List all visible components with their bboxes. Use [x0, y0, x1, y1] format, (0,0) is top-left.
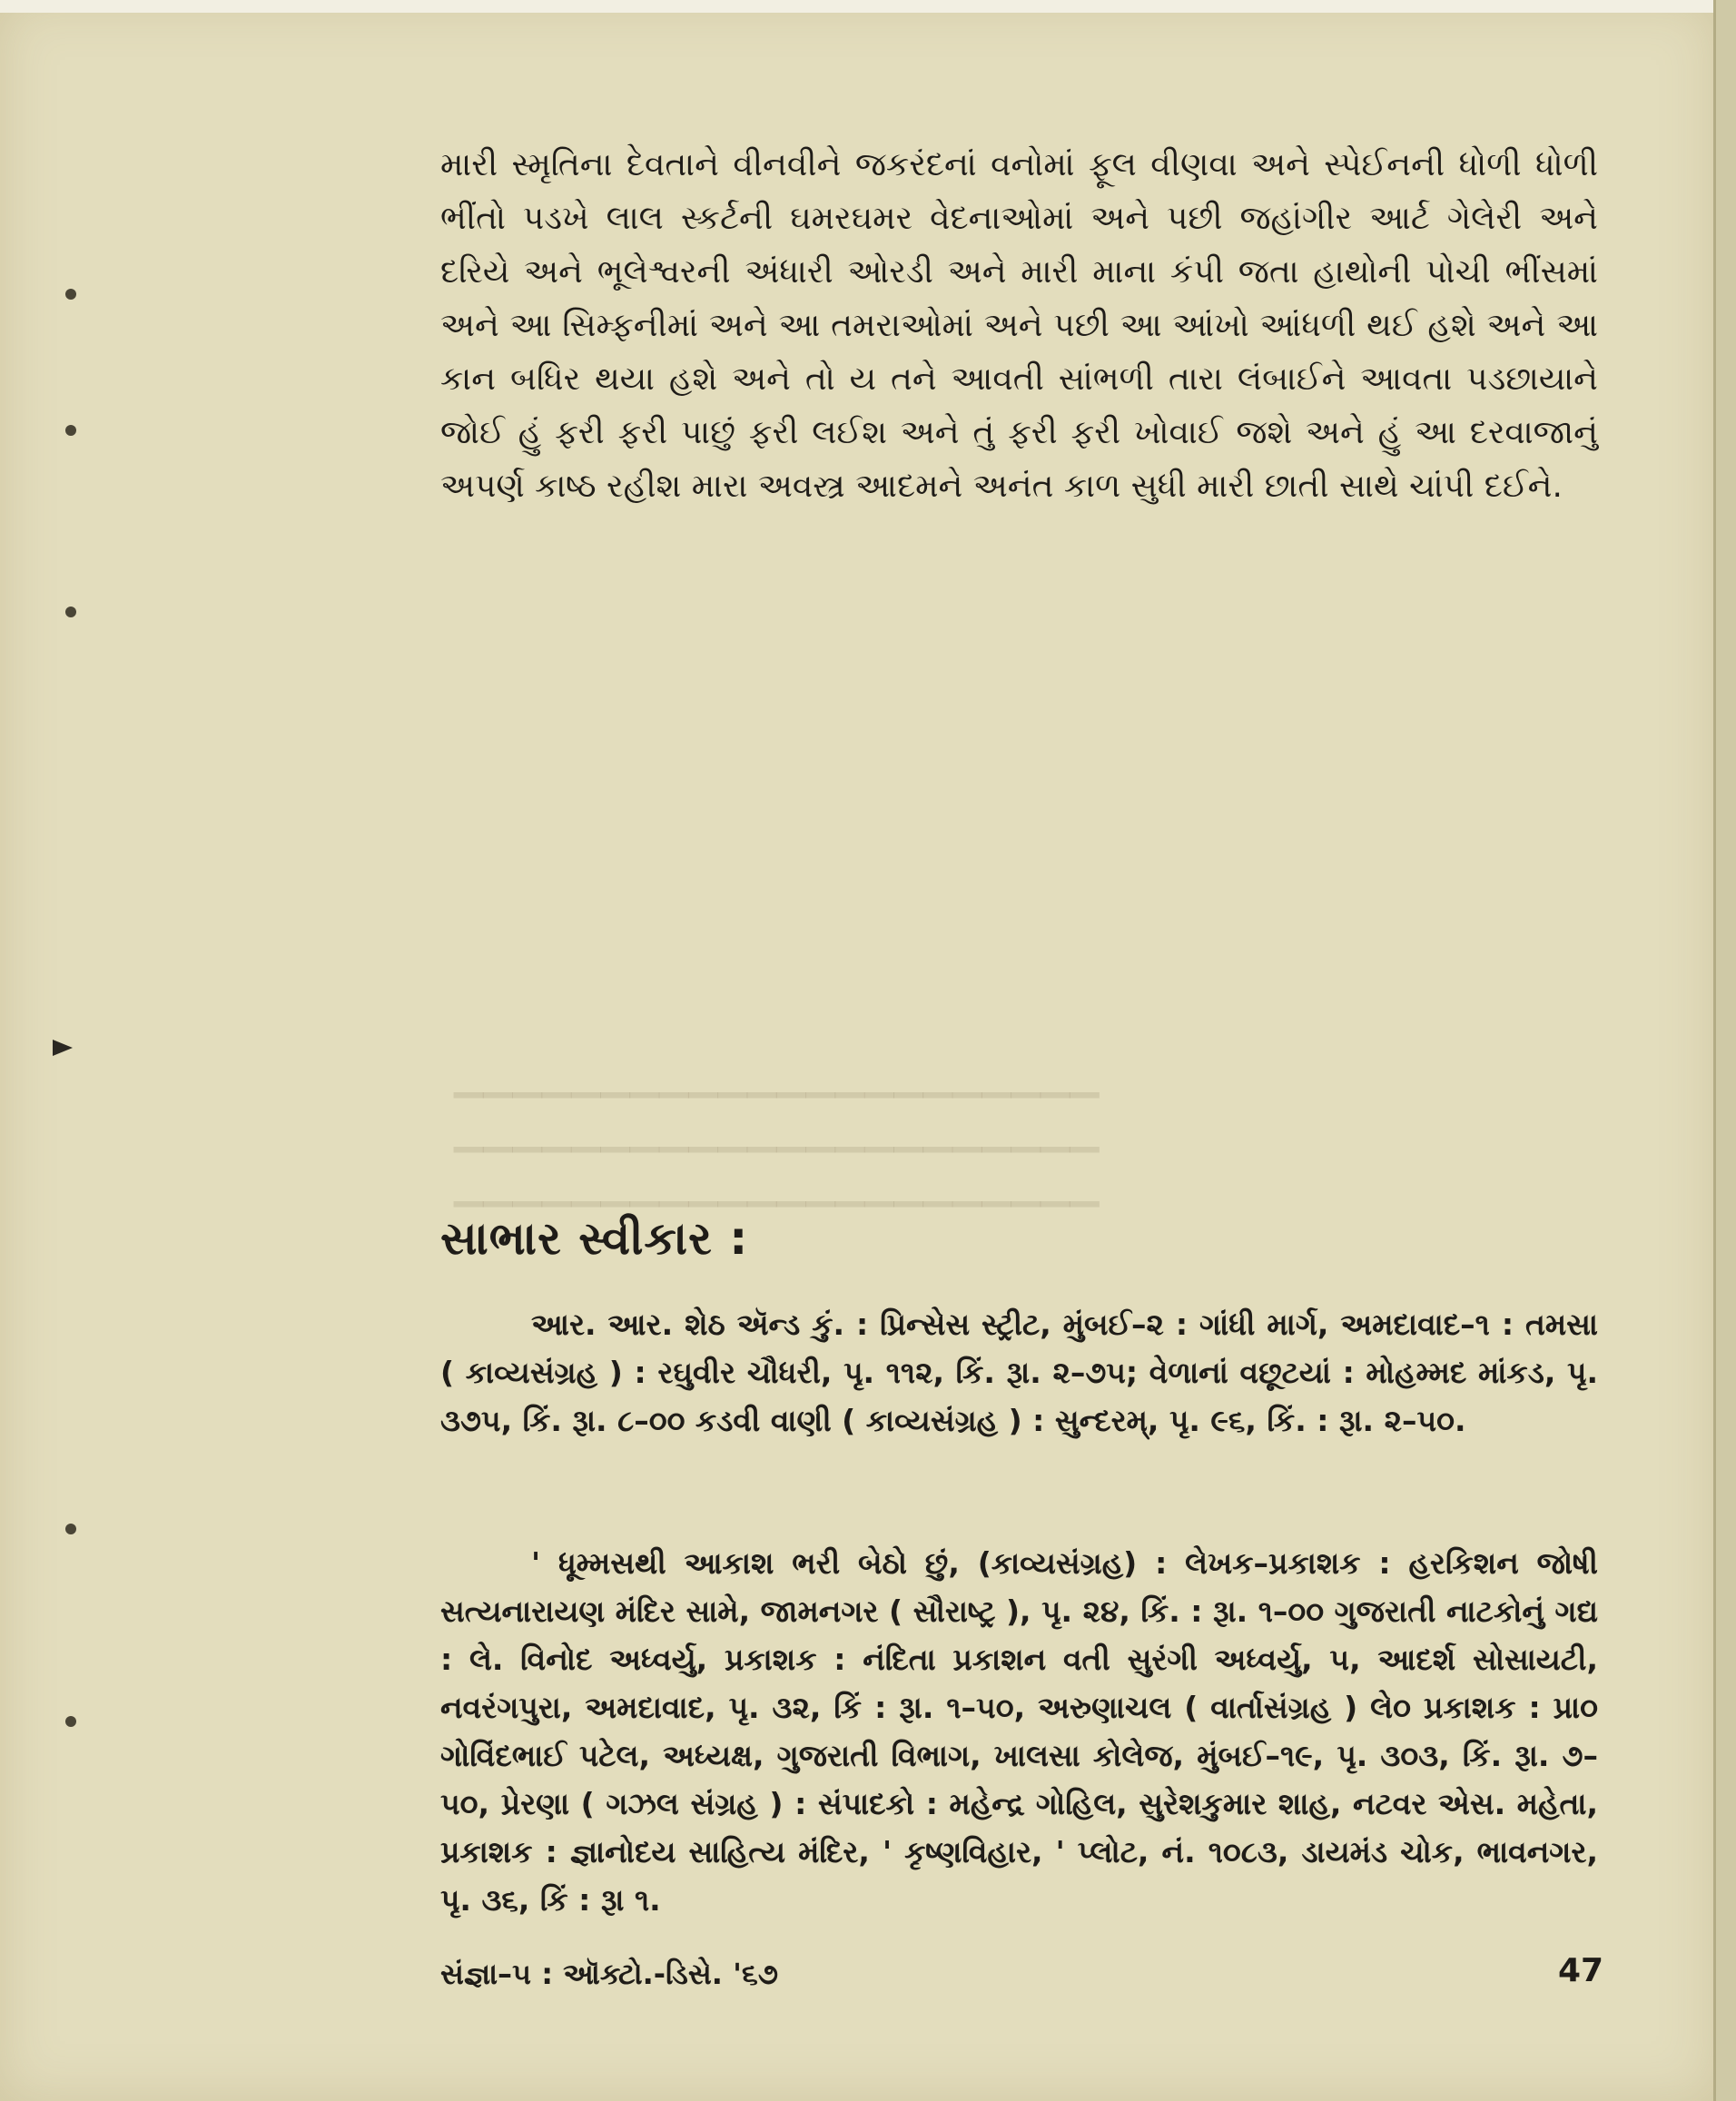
binding-hole-mark	[65, 607, 76, 617]
page-number: 47	[1558, 1952, 1604, 1989]
binding-hole-mark	[65, 1524, 76, 1534]
journal-footer: સંજ્ઞા–૫ : ઑક્ટો.-ડિસે. '૬૭	[440, 1957, 779, 1991]
acknowledgement-paragraph-1: આર. આર. શેઠ ઍન્ડ કું. : પ્રિન્સેસ સ્ટ્રીટ, મુંબઈ–૨ : ગાંધી માર્ગ, અમદાવાદ–૧ : તમસા ( કાવ્યસંગ્રહ ) : રઘુવીર ચૌધરી, પૃ. ૧૧૨, કિં. રૂા. ૨–૭૫; વેળાનાં વછૂટયાં : મોહમ્મદ માંકડ, પૃ. ૩૭૫, કિં. રૂા. ૮–૦૦ કડવી વાણી ( કાવ્યસંગ્રહ ) : સુન્દરમ્, પૃ. ૯૬, કિં. : રૂા. ૨–૫૦.	[440, 1307, 1598, 1438]
binding-arrow-mark	[53, 1040, 73, 1056]
section-heading: સાભાર સ્વીકાર :	[440, 1212, 749, 1265]
acknowledgement-paragraph-2: ' ધૂમ્મસથી આકાશ ભરી બેઠો છું, (કાવ્યસંગ્રહ) : લેખક–પ્રકાશક : હરકિશન જોષી સત્યનારાયણ મંદિર સામે, જામનગર ( સૌરાષ્ટ્ર ), પૃ. ૨૪, કિં. : રૂા. ૧–૦૦ ગુજરાતી નાટકોનું ગદ્ય : લે. વિનોદ અધ્વર્યુ, પ્રકાશક : નંદિતા પ્રકાશન વતી સુરંગી અધ્વર્યુ, ૫, આદર્શ સોસાયટી, નવરંગપુરા, અમદાવાદ, પૃ. ૩૨, કિં : રૂા. ૧–૫૦, અરુણાચલ ( વાર્તાસંગ્રહ ) લે૦ પ્રકાશક : પ્રા૦ ગોવિંદભાઈ પટેલ, અધ્યક્ષ, ગુજરાતી વિભાગ, ખાલસા કોલેજ, મુંબઈ–૧૯, પૃ. ૩૦૩, કિં. રૂા. ૭–૫૦, પ્રેરણા ( ગઝલ સંગ્રહ ) : સંપાદકો : મહેન્દ્ર ગોહિલ, સુરેશકુમાર શાહ, નટવર એસ. મહેતા, પ્રકાશક : જ્ઞાનોદય સાહિત્ય મંદિર, ' કૃષ્ણવિહાર, ' પ્લોટ, નં. ૧૦૮૩, ડાયમંડ ચોક, ભાવનગર, પૃ. ૩૬, કિં : રૂા ૧.	[440, 1545, 1598, 1918]
show-through-text: ▁▁▁▁▁▁▁▁▁▁▁▁▁▁▁▁▁▁▁▁▁▁	[454, 1162, 1100, 1207]
poem-text: મારી સ્મૃતિના દેવતાને વીનવીને જકરંદનાં વનોમાં ફૂલ વીણવા અને સ્પેઈનની ધોળી ધોળી ભીંતો પડખે લાલ સ્કર્ટની ઘમરઘમર વેદનાઓમાં અને પછી જહાંગીર આર્ટ ગેલેરી અને દરિયે અને ભૂલેશ્વરની અંધારી ઓરડી અને મારી માના કંપી જતા હાથોની પોચી ભીંસમાં અને આ સિમ્ફનીમાં અને આ તમરાઓમાં અને પછી આ આંખો આંધળી થઈ હશે અને આ કાન બધિર થયા હશે અને તો ય તને આવતી સાંભળી તારા લંબાઈને આવતા પડછાયાને જોઈ હું ફરી ફરી પાછું ફરી લઈશ અને તું ફરી ફરી ખોવાઈ જશે અને હું આ દરવાજાનું અપર્ણ કાષ્ઠ રહીશ મારા અવસ્ત્ર આદમને અનંત કાળ સુધી મારી છાતી સાથે ચાંપી દઈને.	[440, 146, 1598, 505]
binding-hole-mark	[65, 425, 76, 436]
show-through-text: ▁▁▁▁▁▁▁▁▁▁▁▁▁▁▁▁▁▁▁▁▁▁	[454, 1053, 1100, 1098]
show-through-text: ▁▁▁▁▁▁▁▁▁▁▁▁▁▁▁▁▁▁▁▁▁▁	[454, 1108, 1100, 1152]
right-edge	[1713, 0, 1736, 2101]
binding-hole-mark	[65, 289, 76, 300]
top-edge	[0, 0, 1736, 13]
binding-hole-mark	[65, 1716, 76, 1727]
